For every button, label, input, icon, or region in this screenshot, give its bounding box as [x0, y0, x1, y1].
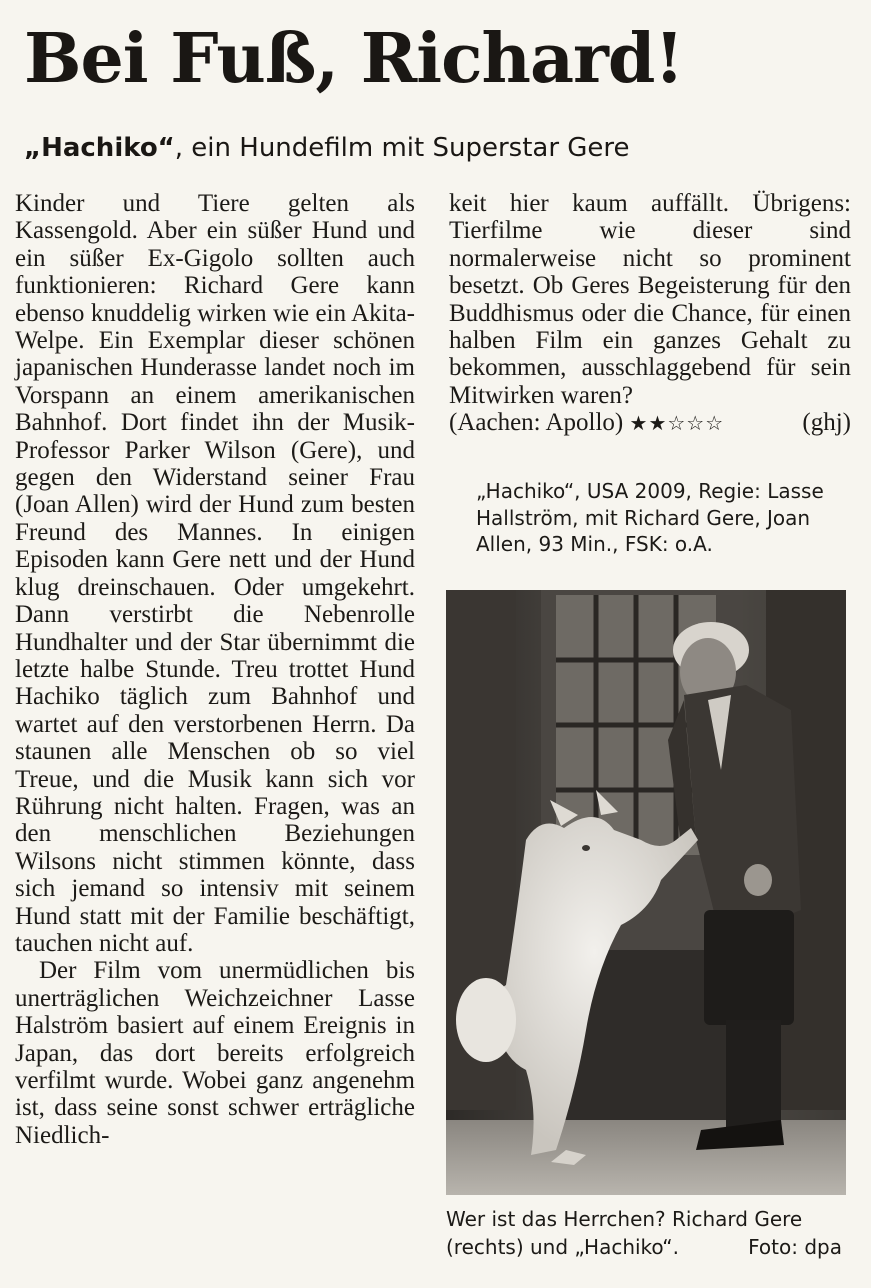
body-paragraph-3: keit hier kaum auffällt. Übrigens: Tierfilme wie dieser sind normalerweise nicht so prominent besetzt. Ob Geres Begeisterung für den Buddhismus oder die Chance, für einen halben Film ein ganzes Gehalt zu bekommen, ausschlaggebend für sein Mitwirken waren?: [449, 190, 851, 409]
rating-venue-group: [449, 409, 724, 437]
film-info-box: [476, 478, 856, 558]
headline: Bei Fuß, Richard!: [24, 19, 684, 99]
author-initials: (ghj): [802, 409, 851, 437]
caption-text: Wer ist das Herrchen? Richard Gere (rechts) und „Hachiko“.: [446, 1207, 803, 1259]
rating-line: [449, 409, 851, 437]
article-column-left: [15, 190, 415, 1149]
photo-caption: [446, 1205, 846, 1261]
venue-text: (Aachen: Apollo): [449, 409, 624, 437]
body-paragraph-2: Der Film vom unermüdlichen bis unerträglichen Weichzeichner Lasse Halström basiert auf einem Ereignis in Japan, das dort bereits erfolgreich verfilmt wurde. Wobei ganz angenehm ist, dass seine sonst schwer erträgliche Niedlich-: [15, 957, 415, 1149]
article-column-right: [449, 190, 851, 438]
rating-stars: ★★☆☆☆: [629, 411, 725, 436]
body-paragraph-1: Kinder und Tiere gelten als Kassengold. Aber ein süßer Hund und ein süßer Ex-Gigolo sollten auch funktionieren: Richard Gere kann ebenso knuddelig wirken wie ein Akita-Welpe. Ein Exemplar dieser schönen japanischen Hunderasse landet noch im Vorspann an einem amerikanischen Bahnhof. Dort findet ihn der Musik-Professor Parker Wilson (Gere), und gegen den Widerstand seiner Frau (Joan Allen) wird der Hund zum besten Freund des Mannes. In einigen Episoden kann Gere nett und der Hund klug dreinschauen. Oder umgekehrt. Dann verstirbt die Nebenrolle Hundhalter und der Star übernimmt die letzte halbe Stunde. Treu trottet Hund Hachiko täglich zum Bahnhof und wartet auf den verstorbenen Herrn. Da staunen alle Menschen ob so viel Treue, und die Musik kann sich vor Rührung nicht halten. Fragen, was an den menschlichen Beziehungen Wilsons nicht stimmen könnte, dass sich jemand so intensiv mit seinem Hund statt mit der Familie beschäftigt, tauchen nicht auf.: [15, 190, 415, 957]
subhead-text: , ein Hundefilm mit Superstar Gere: [174, 133, 630, 163]
film-info-text: „Hachiko“, USA 2009, Regie: Lasse Hallström, mit Richard Gere, Joan Allen, 93 Min., FSK: o.A.: [476, 479, 824, 556]
floor: [446, 1120, 846, 1195]
subheadline: [24, 126, 630, 170]
film-still-photo: [446, 590, 846, 1195]
photo-credit: Foto: dpa: [748, 1235, 842, 1259]
subhead-film-title: „Hachiko“: [24, 133, 175, 163]
film-still-illustration: [446, 590, 846, 1195]
